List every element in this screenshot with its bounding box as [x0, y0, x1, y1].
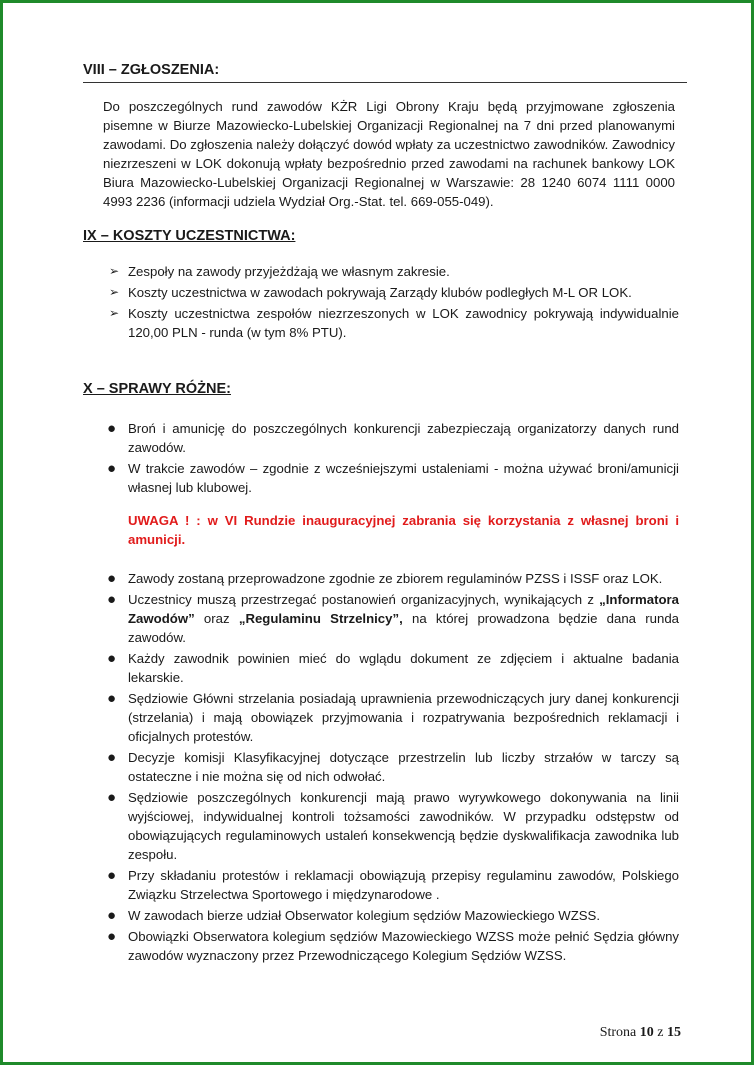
section-x-list-b [83, 569, 687, 965]
dot-bullet-icon: ● [107, 867, 117, 884]
list-item: ● Broń i amunicję do poszczególnych konkurencji zabezpieczają organizatorzy danych rund zawodów. [107, 420, 679, 455]
warning-note: UWAGA ! : w VI Rundzie inauguracyjnej zabrania się korzystania z własnej broni i amunicji. [128, 513, 679, 547]
section-ix-heading: IX – KOSZTY UCZESTNICTWA: [83, 228, 296, 244]
arrow-bullet-icon: ➢ [109, 264, 120, 278]
list-item: ● Uczestnicy muszą przestrzegać postanowień organizacyjnych, wynikających z „Informatora Zawodów” oraz „Regulaminu Strzelnicy”, na której prowadzona będzie dana runda zawodów. [107, 591, 679, 645]
dot-bullet-icon: ● [107, 749, 117, 766]
dot-bullet-icon: ● [107, 460, 117, 477]
section-x-heading: X – SPRAWY RÓŻNE: [83, 381, 231, 397]
dot-bullet-icon: ● [107, 907, 117, 924]
list-item: ● Zawody zostaną przeprowadzone zgodnie ze zbiorem regulaminów PZSS i ISSF oraz LOK. [107, 570, 663, 587]
dot-bullet-icon: ● [107, 591, 117, 608]
list-item: ➢ Koszty uczestnictwa w zawodach pokrywają Zarządy klubów podległych M-L OR LOK. [109, 285, 632, 300]
dot-bullet-icon: ● [107, 690, 117, 707]
list-item: ● Przy składaniu protestów i reklamacji obowiązują przepisy regulaminu zawodów, Polskiego Związku Strzelectwa Sportowego i międzynarodowe . [107, 867, 679, 902]
list-item: ● Decyzje komisji Klasyfikacyjnej dotyczące przestrzelin lub liczby strzałów w tarczy są ostateczne i nie można się od nich odwołać. [107, 749, 679, 784]
section-ix-list [83, 262, 687, 342]
list-item: ➢ Koszty uczestnictwa zespołów niezrzeszonych w LOK zawodnicy pokrywają indywidualnie 120,00 PLN - runda (w tym 8% PTU). [109, 306, 679, 340]
list-item: ● Każdy zawodnik powinien mieć do wglądu dokument ze zdjęciem i aktualne badania lekarskie. [107, 650, 679, 685]
dot-bullet-icon: ● [107, 928, 117, 945]
dot-bullet-icon: ● [107, 570, 117, 587]
document-content [83, 61, 687, 967]
list-item: ● W zawodach bierze udział Obserwator kolegium sędziów Mazowieckiego WZSS. [107, 907, 601, 924]
dot-bullet-icon: ● [107, 650, 117, 667]
dot-bullet-icon: ● [107, 420, 117, 437]
section-viii-text: Do poszczególnych rund zawodów KŻR Ligi Obrony Kraju będą przyjmowane zgłoszenia pisemne w Biurze Mazowiecko-Lubelskiej Organizacji Regionalnej na 7 dni przed planowanymi zawodami. Do zgłoszenia należy dołączyć dowód wpłaty za uczestnictwo zawodników. Zawodnicy niezrzeszeni w LOK dokonują wpłaty bezpośrednio przed zawodami na rachunek bankowy LOK Biura Mazowiecko-Lubelskiej Organizacji Regionalnej w Warszawie: 28 1240 6074 1111 0000 4993 2236 (informacji udziela Wydział Org.-Stat. tel. 669-055-049). [103, 99, 675, 209]
section-viii-heading: VIII – ZGŁOSZENIA: [83, 61, 687, 83]
list-item: ● Sędziowie Główni strzelania posiadają uprawnienia przewodniczących jury danej konkurencji (strzelania) i mają obowiązek przyjmowania i rozpatrywania bezpośrednich reklamacji i oficjalnych protestów. [107, 690, 679, 744]
page-number: Strona 10 z 15 [599, 1025, 681, 1040]
list-item: ● Sędziowie poszczególnych konkurencji mają prawo wyrywkowego dokonywania na linii wyjściowej, indywidualnej kontroli tożsamości zawodników. W przypadku odstępstw od obowiązujących regulaminowych ustaleń konsekwencją będzie dyskwalifikacja zawodnika lub zespołu. [107, 789, 679, 862]
arrow-bullet-icon: ➢ [109, 306, 120, 320]
list-item: ● Obowiązki Obserwatora kolegium sędziów Mazowieckiego WZSS może pełnić Sędzia główny zawodów wyznaczony przez Przewodniczącego Kolegium Sędziów WZSS. [107, 928, 679, 963]
dot-bullet-icon: ● [107, 789, 117, 806]
list-item: ● W trakcie zawodów – zgodnie z wcześniejszymi ustaleniami - można używać broni/amunicji własnej lub klubowej. [107, 460, 679, 495]
arrow-bullet-icon: ➢ [109, 285, 120, 299]
list-item: ➢ Zespoły na zawody przyjeżdżają we własnym zakresie. [109, 264, 450, 279]
section-x-list-a [83, 419, 687, 497]
